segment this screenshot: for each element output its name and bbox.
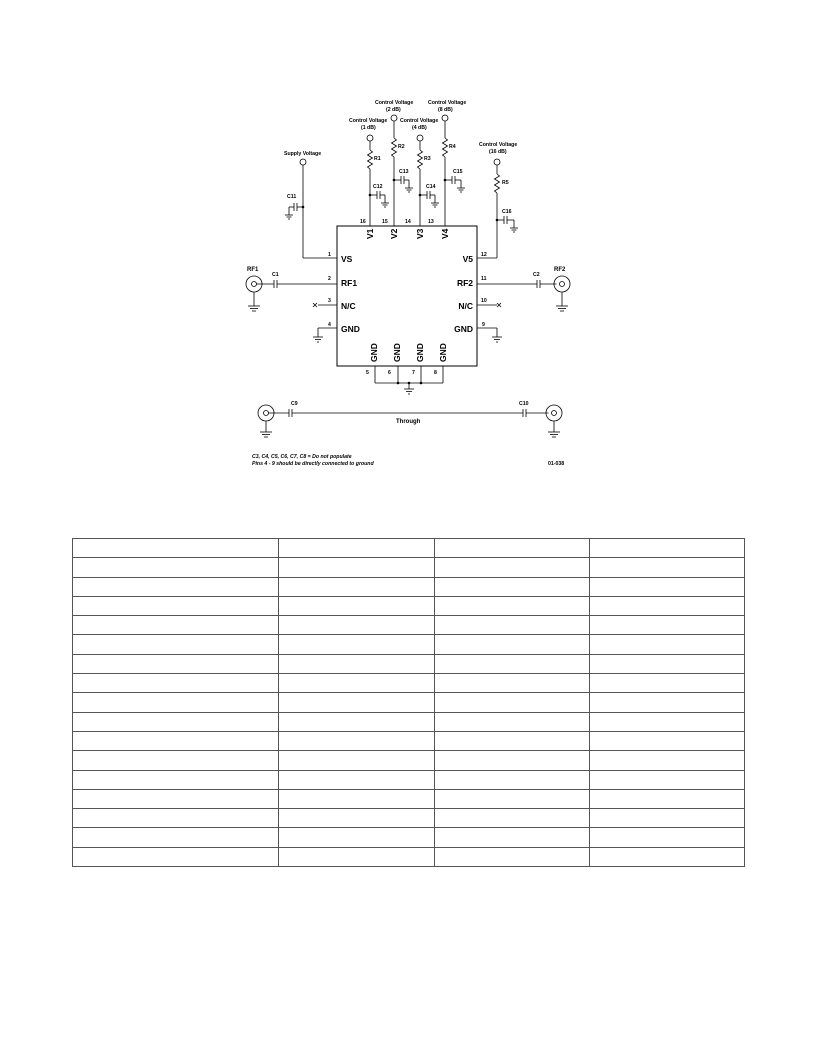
pin-label-gnd-b3: GND: [415, 343, 425, 362]
pin-label-v2: V2: [389, 228, 399, 239]
control-voltage-4db-value: (4 dB): [412, 125, 427, 131]
table-cell: [279, 577, 435, 596]
pin-number-1: 1: [328, 252, 331, 258]
control-voltage-8db-value: (8 dB): [438, 107, 453, 113]
table-cell: [590, 789, 745, 808]
capacitor-c14: [419, 191, 439, 207]
pin-label-nc-left: N/C: [341, 301, 356, 311]
table-cell: [435, 847, 590, 866]
pin-number-14: 14: [405, 219, 411, 225]
table-cell: [279, 674, 435, 693]
table-row: [73, 751, 745, 770]
pin-number-6: 6: [388, 370, 391, 376]
table-cell: [73, 693, 279, 712]
control-voltage-8db-label: Control Voltage: [428, 100, 467, 106]
note-ground-pins: Pins 4 - 9 should be directly connected to ground: [252, 461, 374, 467]
supply-voltage-label: Supply Voltage: [284, 151, 322, 157]
control-voltage-16db-label: Control Voltage: [479, 142, 518, 148]
table-cell: [590, 809, 745, 828]
capacitor-c15: [444, 176, 465, 192]
resistor-r4-label: R4: [449, 144, 456, 150]
pin-number-3: 3: [328, 298, 331, 304]
table-cell: [73, 654, 279, 673]
pin-label-nc-right: N/C: [458, 301, 473, 311]
table-cell: [279, 635, 435, 654]
nc-left-stub: [313, 303, 337, 307]
table-cell: [435, 616, 590, 635]
table-cell: [590, 731, 745, 750]
table-cell: [590, 828, 745, 847]
table-row: [73, 770, 745, 789]
pin-number-9: 9: [482, 322, 485, 328]
rf2-port-label: RF2: [554, 267, 566, 273]
through-label: Through: [396, 419, 421, 425]
table-cell: [73, 635, 279, 654]
table-cell: [590, 712, 745, 731]
note-do-not-populate: C3, C4, C5, C6, C7, C8 = Do not populate: [252, 454, 352, 460]
resistor-r2-label: R2: [398, 144, 405, 150]
pin-label-v1: V1: [365, 228, 375, 239]
table-cell: [73, 616, 279, 635]
control-voltage-16db-network: [477, 159, 518, 258]
table-cell: [435, 712, 590, 731]
capacitor-c12: [369, 191, 389, 207]
table-cell: [435, 828, 590, 847]
resistor-r4: [443, 138, 448, 180]
pin-label-gnd-left: GND: [341, 324, 360, 334]
table-row: [73, 577, 745, 596]
table-cell: [590, 635, 745, 654]
ground-pin4: [313, 328, 337, 342]
capacitor-c14-label: C14: [426, 184, 436, 190]
table-cell: [435, 693, 590, 712]
control-voltage-2db-label: Control Voltage: [375, 100, 414, 106]
table-cell: [73, 809, 279, 828]
table-cell: [73, 847, 279, 866]
table-cell: [73, 596, 279, 615]
table-cell: [279, 751, 435, 770]
table-row: [73, 789, 745, 808]
ic-package: [337, 226, 477, 366]
evaluation-board-schematic: [0, 0, 816, 500]
pin-label-gnd-b1: GND: [369, 343, 379, 362]
rf1-connector: [246, 276, 337, 311]
table-cell: [590, 770, 745, 789]
table-cell: [279, 539, 435, 558]
pin-number-4: 4: [328, 322, 331, 328]
table-cell: [435, 809, 590, 828]
table-row: [73, 539, 745, 558]
control-voltage-4db-label: Control Voltage: [400, 118, 439, 124]
table-cell: [279, 809, 435, 828]
capacitor-c16-label: C16: [502, 209, 512, 215]
table-cell: [279, 712, 435, 731]
pin-label-v5: V5: [462, 254, 473, 264]
table-cell: [435, 731, 590, 750]
table-cell: [590, 596, 745, 615]
table-cell: [73, 558, 279, 577]
table-cell: [279, 828, 435, 847]
resistor-r3: [418, 150, 423, 195]
control-voltage-1db-value: (1 dB): [361, 125, 376, 131]
bill-of-materials-table: [72, 538, 745, 867]
pin-number-7: 7: [412, 370, 415, 376]
rf1-port-label: RF1: [247, 267, 259, 273]
pin-label-gnd-b4: GND: [438, 343, 448, 362]
table-cell: [590, 616, 745, 635]
capacitor-c10-label: C10: [519, 401, 529, 407]
table-cell: [279, 596, 435, 615]
table-row: [73, 693, 745, 712]
capacitor-c15-label: C15: [453, 169, 463, 175]
pin-number-11: 11: [481, 276, 487, 282]
table-row: [73, 847, 745, 866]
pin-label-v3: V3: [415, 228, 425, 239]
table-cell: [73, 770, 279, 789]
table-row: [73, 616, 745, 635]
resistor-r1-label: R1: [374, 156, 381, 162]
table-cell: [435, 558, 590, 577]
resistor-r1: [368, 150, 373, 195]
pin-number-15: 15: [382, 219, 388, 225]
pin-number-13: 13: [428, 219, 434, 225]
table-row: [73, 712, 745, 731]
table-cell: [435, 635, 590, 654]
table-cell: [279, 558, 435, 577]
capacitor-c9-label: C9: [291, 401, 298, 407]
table-cell: [73, 828, 279, 847]
bottom-ground-bus: [375, 366, 443, 394]
pin-label-v4: V4: [440, 228, 450, 239]
capacitor-c12-label: C12: [373, 184, 383, 190]
table-cell: [279, 789, 435, 808]
ground-pin9: [477, 328, 502, 342]
pin-label-gnd-right: GND: [454, 324, 473, 334]
control-voltage-1db-label: Control Voltage: [349, 118, 388, 124]
resistor-r3-label: R3: [424, 156, 431, 162]
control-voltage-2db-value: (2 dB): [386, 107, 401, 113]
table-cell: [73, 751, 279, 770]
resistor-r2: [392, 138, 397, 180]
table-cell: [435, 654, 590, 673]
table-cell: [590, 847, 745, 866]
table-row: [73, 731, 745, 750]
table-row: [73, 635, 745, 654]
table-cell: [73, 731, 279, 750]
resistor-r5-label: R5: [502, 180, 509, 186]
table-row: [73, 809, 745, 828]
table-cell: [590, 674, 745, 693]
table-row: [73, 674, 745, 693]
bom-table-body: [73, 539, 745, 867]
capacitor-c1-label: C1: [272, 272, 279, 278]
table-cell: [590, 558, 745, 577]
table-cell: [590, 539, 745, 558]
pin-number-10: 10: [481, 298, 487, 304]
table-cell: [73, 539, 279, 558]
capacitor-c11-label: C11: [287, 194, 297, 200]
table-row: [73, 828, 745, 847]
table-cell: [279, 616, 435, 635]
control-voltage-16db-value: (16 dB): [489, 149, 507, 155]
table-row: [73, 558, 745, 577]
table-cell: [279, 654, 435, 673]
table-cell: [279, 770, 435, 789]
table-cell: [73, 712, 279, 731]
table-cell: [590, 693, 745, 712]
pin-number-8: 8: [434, 370, 437, 376]
table-cell: [435, 674, 590, 693]
pin-label-vs: VS: [341, 254, 353, 264]
figure-id: 01-038: [548, 461, 565, 467]
table-cell: [73, 674, 279, 693]
pin-number-16: 16: [360, 219, 366, 225]
pin-number-12: 12: [481, 252, 487, 258]
table-cell: [73, 577, 279, 596]
table-cell: [590, 577, 745, 596]
table-cell: [435, 751, 590, 770]
table-cell: [435, 770, 590, 789]
table-cell: [435, 789, 590, 808]
pin-label-gnd-b2: GND: [392, 343, 402, 362]
table-row: [73, 654, 745, 673]
table-cell: [435, 577, 590, 596]
pin-number-2: 2: [328, 276, 331, 282]
table-cell: [590, 751, 745, 770]
table-cell: [279, 693, 435, 712]
pin-label-rf1: RF1: [341, 278, 358, 288]
table-cell: [435, 539, 590, 558]
table-row: [73, 596, 745, 615]
capacitor-c2-label: C2: [533, 272, 540, 278]
table-cell: [590, 654, 745, 673]
capacitor-c13: [393, 176, 413, 192]
pin-label-rf2: RF2: [456, 278, 473, 288]
supply-voltage-network: [285, 159, 337, 258]
capacitor-c13-label: C13: [399, 169, 409, 175]
pin-number-5: 5: [366, 370, 369, 376]
table-cell: [435, 596, 590, 615]
table-cell: [279, 847, 435, 866]
rf2-connector: [477, 276, 570, 311]
table-cell: [279, 731, 435, 750]
table-cell: [73, 789, 279, 808]
